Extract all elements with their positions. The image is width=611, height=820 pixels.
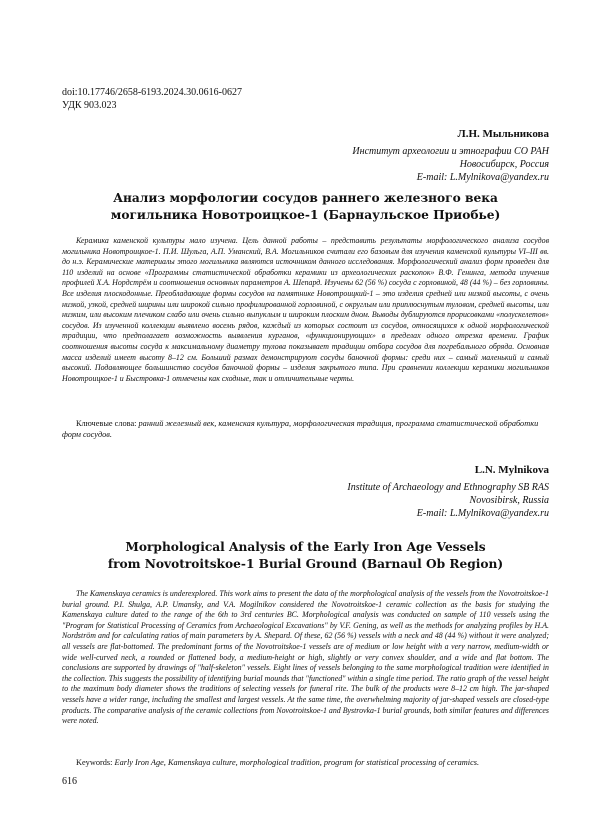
affiliation-institute-en: Institute of Archaeology and Ethnography SB RAS bbox=[347, 482, 549, 493]
keywords-text-ru: ранний железный век, каменская культура, морфологическая традиция, программа статистической обработки форм сосудов. bbox=[62, 419, 539, 439]
keywords-label-ru: Ключевые слова: bbox=[76, 419, 137, 428]
keywords-ru bbox=[62, 418, 549, 440]
article-title-en bbox=[62, 539, 549, 573]
abstract-ru: Керамика каменской культуры мало изучена. Цель данной работы – представить результаты морфологического анализа сосудов могильника Новотроицкое-1. П.И. Шульга, А.П. Уманский, В.А. Могильников считали его базовым для изучения каменской культуры VI–III вв. до н.э. Керамические материалы этого могильника являются источником данного исследования. Морфологический анализ форм проведен для 110 изделий на основе «Программы статистической обработки керамики из археологических раскопок» В.Ф. Генинга, метода изучения профилей Х.А. Нордстрём и соотношения основных параметров А. Шепард. Изучены 62 (56 %) сосуда с горловиной, 48 (44 %) – без горловины. Все изделия плоскодонные. Преобладающие формы сосудов на памятнике Новотроицкий-1 – это изделия средней или низкой высоты, с очень низкой, узкой, средней ширины или широкой сильно профилированной горловиной, с округлым или приплюснутым туловом, средней высоты, или низким, или высоким плечиком слабо или очень сильно выпуклым и широким плоским дном. Выводы дублируются прорисовками «полускелетов» сосудов. Из изученной коллекции выявлено восемь рядов, каждый из которых состоит из сосудов, относящихся к одной морфологической традиции, что предполагает возможность выявления курганов, «функционирующих» в пределах одного отрезка времени. График соотношения высоты сосуда к максимальному диаметру тулова показывает традиции отбора сосудов для погребального обряда. Основная масса изделий имеет высоту 8–12 см. Больший размах демонстрируют сосуды баночной формы: среди них – самый маленький и самый высокий. Подавляющее большинство сосудов баночной формы – изделия закрытого типа. При сравнении коллекции керамики могильников Новотроицкое-1 и Быстровка-1 отмечены как сходные, так и отличительные черты. bbox=[62, 236, 549, 383]
title-line: могильника Новотроицкое-1 (Барнаульское Приобье) bbox=[110, 208, 501, 222]
title-line: Анализ морфологии сосудов раннего железного века bbox=[113, 191, 498, 205]
doi: doi:10.17746/2658-6193.2024.30.0616-0627 bbox=[62, 87, 242, 98]
udk-code: УДК 903.023 bbox=[62, 100, 117, 111]
affiliation-city-en: Novosibirsk, Russia bbox=[469, 495, 549, 506]
title-line: Morphological Analysis of the Early Iron Age Vessels bbox=[125, 540, 486, 554]
author-block-en bbox=[347, 463, 549, 520]
abstract-en: The Kamenskaya ceramics is underexplored. This work aims to present the data of the morphological analysis of the vessels from the Novotroitskoe-1 burial ground. P.I. Shulga, A.P. Umansky, and V.A. Mogilnikov considered the Novotroitskoe-1 ceramic collection as the basis for studying the Kamenskaya culture dated to the range of the 6th to 3rd centuries BC. Morphological analysis was conducted on sample of 110 vessels using the "Program for Statistical Processing of Ceramics from Archaeological Excavations" by V.F. Gening, as well as the methods for analyzing profiles by H.A. Nordström and for calculating ratios of main parameters by A. Shepard. Of these, 62 (56 %) vessels with a neck and 48 (44 %) without it were analyzed; all vessels are flat-bottomed. The predominant forms of the Novotroitskoe-1 vessels are of medium or low height with a very narrow, medium-width or wide well-curved neck, a rounded or flattened body, a medium-height or high, slightly or very convex shoulder, and a wide and flat bottom. The conclusions are supported by drawings of "half-skeleton" vessels. Eight lines of vessels belonging to the same morphological tradition were identified in the collection. This suggests the possibility of identifying burial mounds that "functioned" within a single time period. The ratio graph of the vessel height to the maximum body diameter shows the traditions of selecting vessels for funeral rite. The bulk of the products were 8–12 cm high. The jar-shaped vessels have a wider range, including the smallest and largest vessels. At the same time, the overwhelming majority of jar-shaped vessels are closed-type products. The comparative analysis of the ceramic collections from Novotroitskoe-1 and Bystrovka-1 burial grounds, both similar features and differences were noted. bbox=[62, 589, 549, 726]
author-block-ru bbox=[352, 127, 549, 184]
author-name-en: L.N. Mylnikova bbox=[474, 464, 549, 476]
keywords-text-en: Early Iron Age, Kamenskaya culture, morphological tradition, program for statistical processing of ceramics. bbox=[114, 758, 480, 767]
keywords-label-en: Keywords: bbox=[76, 758, 113, 767]
article-identifiers bbox=[62, 86, 242, 112]
affiliation-institute-ru: Институт археологии и этнографии СО РАН bbox=[352, 146, 549, 157]
article-title-ru bbox=[62, 190, 549, 224]
page-number: 616 bbox=[62, 776, 77, 787]
affiliation-city-ru: Новосибирск, Россия bbox=[459, 159, 549, 170]
title-line: from Novotroitskoe-1 Burial Ground (Barnaul Ob Region) bbox=[107, 557, 504, 571]
affiliation-email-en: E-mail: L.Mylnikova@yandex.ru bbox=[416, 508, 549, 519]
affiliation-email-ru: E-mail: L.Mylnikova@yandex.ru bbox=[416, 172, 549, 183]
author-name-ru: Л.Н. Мыльникова bbox=[457, 128, 549, 140]
keywords-en bbox=[62, 757, 549, 768]
